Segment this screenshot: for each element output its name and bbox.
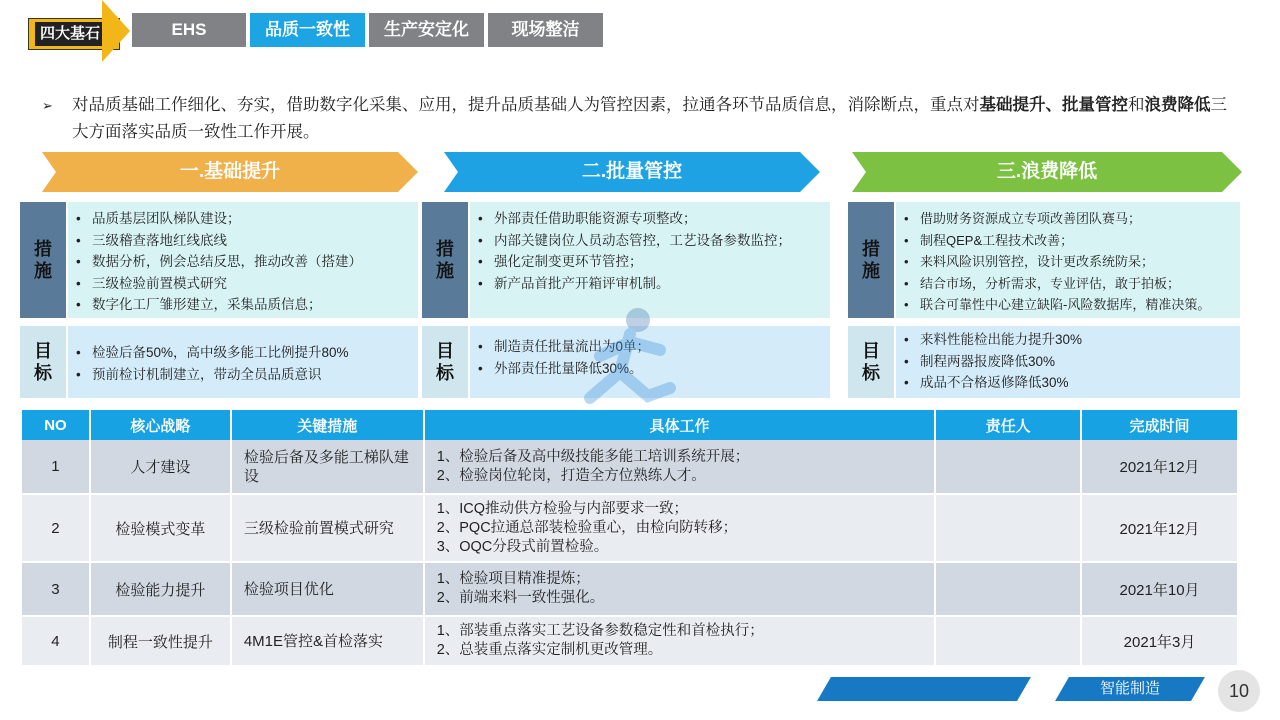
bullet-arrow-icon: ➢ <box>42 98 53 113</box>
measures-list-1 <box>68 202 418 318</box>
footer-label: 智能制造 <box>1099 680 1160 697</box>
header-no: NO <box>22 410 90 440</box>
tab-production-stability[interactable]: 生产安定化 <box>369 13 484 47</box>
header-measure: 关键措施 <box>231 410 424 440</box>
list-item: • 结合市场，分析需求，专业评估，敢于拍板； <box>896 273 1240 295</box>
list-item: • 预前检讨机制建立，带动全员品质意识 <box>68 364 418 386</box>
intro-text-1: 对品质基础工作细化、夯实，借助数字化采集、应用，提升品质基础人为管控因素，拉通各环节品质信息，消除断点，重点对 <box>72 96 980 114</box>
banner-label: 二.批量管控 <box>581 161 683 182</box>
banner-label: 一.基础提升 <box>179 161 281 182</box>
intro-bold-3: 浪费降低 <box>1144 96 1211 114</box>
section-badge-label: 四大基石 <box>35 22 105 46</box>
goals-tag <box>848 326 894 398</box>
tab-quality-consistency[interactable]: 品质一致性 <box>250 13 365 47</box>
cell-date: 2021年12月 <box>1081 440 1238 494</box>
header-owner: 责任人 <box>935 410 1081 440</box>
work-line: 1、检验后备及高中级技能多能工培训系统开展； <box>436 448 750 465</box>
goals-list-1 <box>68 326 418 398</box>
goals-tag-label: 目标 <box>862 341 880 383</box>
work-line: 3、OQC分段式前置检验。 <box>436 538 609 555</box>
cell-owner <box>935 616 1081 666</box>
intro-sep-2: 和 <box>1128 96 1145 114</box>
measures-tag <box>422 202 468 318</box>
header-strategy: 核心战略 <box>90 410 231 440</box>
cell-no: 3 <box>22 562 90 616</box>
measures-tag-label: 措施 <box>34 239 52 281</box>
cell-strategy: 检验模式变革 <box>90 494 231 562</box>
cell-date: 2021年10月 <box>1081 562 1238 616</box>
list-item: • 品质基层团队梯队建设； <box>68 208 418 230</box>
tab-site-tidiness[interactable]: 现场整洁 <box>488 13 603 47</box>
header-date: 完成时间 <box>1081 410 1238 440</box>
work-line: 1、ICQ推动供方检验与内部要求一致； <box>436 500 689 517</box>
intro-bold-2: 批量管控 <box>1062 96 1128 114</box>
cell-strategy: 人才建设 <box>90 440 231 494</box>
intro-sep-1: 、 <box>1045 96 1062 114</box>
goals-tag <box>422 326 468 398</box>
page-number: 10 <box>1218 670 1260 712</box>
list-item: • 成品不合格返修降低30% <box>896 372 1240 394</box>
list-item: • 来料性能检出能力提升30% <box>896 329 1240 351</box>
cell-date: 2021年3月 <box>1081 616 1238 666</box>
measures-list-3 <box>896 202 1240 318</box>
list-item: • 数字化工厂雏形建立，采集品质信息； <box>68 294 418 316</box>
banner-basic-improvement <box>42 152 418 192</box>
cell-owner <box>935 494 1081 562</box>
measures-tag <box>848 202 894 318</box>
work-plan-table <box>22 410 1239 667</box>
cell-strategy: 制程一致性提升 <box>90 616 231 666</box>
table-row <box>22 562 1238 616</box>
list-item: • 外部责任批量降低30%。 <box>470 358 830 380</box>
cell-date: 2021年12月 <box>1081 494 1238 562</box>
intro-text-2: 三大方面落实品质一致性工作开展。 <box>72 96 1227 141</box>
table-row <box>22 616 1238 666</box>
list-item: • 强化定制变更环节管控； <box>470 251 830 273</box>
list-item: • 来料风险识别管控，设计更改系统防呆； <box>896 251 1240 273</box>
cell-no: 1 <box>22 440 90 494</box>
goals-list-3 <box>896 326 1240 398</box>
list-item: • 制造责任批量流出为0单； <box>470 336 830 358</box>
work-line: 1、部装重点落实工艺设备参数稳定性和首检执行； <box>436 623 764 639</box>
table-row <box>22 440 1238 494</box>
intro-bold-1: 基础提升 <box>979 96 1046 114</box>
header-work: 具体工作 <box>424 410 936 440</box>
cell-owner <box>935 440 1081 494</box>
list-item: • 三级检验前置模式研究 <box>68 273 418 295</box>
work-line: 2、检验岗位轮岗，打造全方位熟练人才。 <box>436 467 706 484</box>
tab-ehs[interactable]: EHS <box>132 13 246 47</box>
list-item: • 数据分析，例会总结反思，推动改善（搭建） <box>68 251 418 273</box>
intro-paragraph <box>42 92 1242 146</box>
cell-work <box>424 616 936 666</box>
cell-measure: 检验后备及多能工梯队建设 <box>231 440 424 494</box>
cell-strategy: 检验能力提升 <box>90 562 231 616</box>
cell-measure: 检验项目优化 <box>231 562 424 616</box>
cell-no: 4 <box>22 616 90 666</box>
work-line: 1、检验项目精准提炼； <box>436 571 590 587</box>
table-row <box>22 494 1238 562</box>
top-nav <box>0 0 1280 60</box>
cell-work <box>424 440 936 494</box>
list-item: • 制程两器报废降低30% <box>896 351 1240 373</box>
list-item: • 三级稽查落地红线底线 <box>68 230 418 252</box>
list-item: • 联合可靠性中心建立缺陷-风险数据库，精准决策。 <box>896 294 1240 316</box>
measures-tag-label: 措施 <box>862 239 880 281</box>
footer-decor-bar <box>817 677 1031 701</box>
cell-measure: 三级检验前置模式研究 <box>231 494 424 562</box>
badge-chevron <box>102 0 130 62</box>
banner-waste-reduction <box>852 152 1242 192</box>
list-item: • 借助财务资源成立专项改善团队赛马； <box>896 208 1240 230</box>
list-item: • 外部责任借助职能资源专项整改； <box>470 208 830 230</box>
measures-tag-label: 措施 <box>436 239 454 281</box>
measures-tag <box>20 202 66 318</box>
goals-tag-label: 目标 <box>34 341 52 383</box>
banner-label: 三.浪费降低 <box>996 161 1098 182</box>
cell-owner <box>935 562 1081 616</box>
table-header-row <box>22 410 1238 440</box>
goals-tag <box>20 326 66 398</box>
list-item: • 内部关键岗位人员动态管控，工艺设备参数监控； <box>470 230 830 252</box>
work-line: 2、PQC拉通总部装检验重心，由检向防转移； <box>436 519 738 536</box>
work-line: 2、前端来料一致性强化。 <box>436 590 605 606</box>
goals-tag-label: 目标 <box>436 341 454 383</box>
cell-no: 2 <box>22 494 90 562</box>
list-item: • 制程QEP&工程技术改善； <box>896 230 1240 252</box>
cell-work <box>424 562 936 616</box>
banner-batch-control <box>444 152 820 192</box>
cell-work <box>424 494 936 562</box>
list-item: • 检验后备50%，高中级多能工比例提升80% <box>68 342 418 364</box>
list-item: • 新产品首批产开箱评审机制。 <box>470 273 830 295</box>
work-line: 2、总装重点落实定制机更改管理。 <box>436 642 663 658</box>
cell-measure: 4M1E管控&首检落实 <box>231 616 424 666</box>
